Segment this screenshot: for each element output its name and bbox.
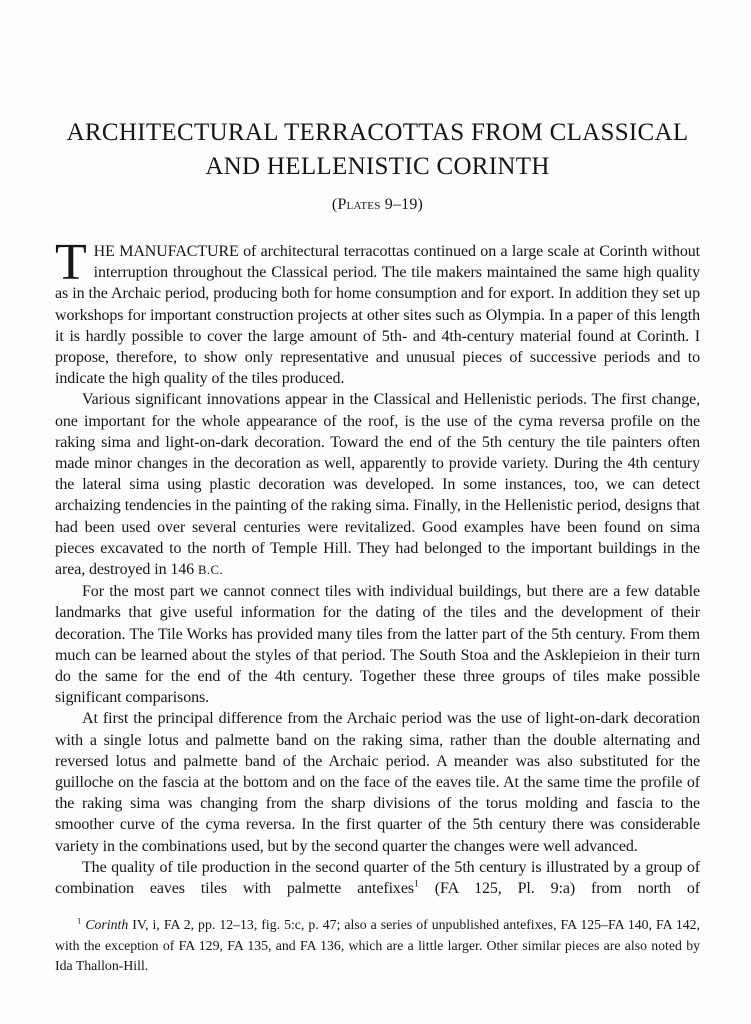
- paragraph-2-text: Various significant innovations appear in the Classical and Hellenistic periods. The first change, one important for the whole appearance of the roof, is the use of the cyma reversa profile on the raking sima and light-on-dark decoration. Toward the end of the 5th century the tile painters often made minor changes in the decoration as well, apparently to provide variety. During the 4th century the lateral sima using plastic decoration was developed. In some instances, too, we can detect archaizing tendencies in the painting of the raking sima. Finally, in the Hellenistic period, designs that had been used over several centuries were revitalized. Good examples have been found on sima pieces excavated to the north of Temple Hill. They had belonged to the important buildings in the area, destroyed in 146: [55, 391, 700, 579]
- paragraph-5-text: The quality of tile production in the second quarter of the 5th century is illustrated by a group of combination eaves tiles with palmette antefixes: [55, 858, 700, 898]
- footnote-1: [55, 915, 700, 977]
- paragraph-2: [55, 389, 700, 581]
- plates-range: 9–19): [380, 196, 424, 213]
- plates-reference: [55, 196, 700, 214]
- footnote-area: [55, 915, 700, 977]
- paragraph-3: For the most part we cannot connect tiles with individual buildings, but there are a few datable landmarks that give useful information for the dating of the tiles and the development of their decoration. The Tile Works has provided many tiles from the latter part of the 5th century. From them much can be learned about the styles of that period. The South Stoa and the Asklepieion in their turn do the same for the end of the 4th century. Together these three groups of tiles make possible significant comparisons.: [55, 583, 700, 707]
- title-line-1: ARCHITECTURAL TERRACOTTAS FROM CLASSICAL: [66, 119, 689, 146]
- paragraph-5: [55, 857, 700, 899]
- drop-cap: T: [55, 234, 87, 291]
- title-line-2: AND HELLENISTIC CORINTH: [205, 153, 550, 180]
- footnote-text: IV, i, FA 2, pp. 12–13, fig. 5:c, p. 47; also a series of unpublished antefixes, FA 125–FA 140, FA 142, with the exception of FA 129, FA 135, and FA 136, which are a little larger. Other similar pieces are also noted by Ida Thallon-Hill.: [55, 917, 701, 974]
- paragraph-1: [55, 234, 700, 389]
- article-header: [55, 0, 700, 214]
- paragraph-4: At first the principal difference from the Archaic period was the use of light-on-dark decoration with a single lotus and palmette band on the raking sima, rather than the double alternating and reversed lotus and palmette band of the Archaic period. A meander was also substituted for the guilloche on the fascia at the bottom and on the face of the eaves tile. At the same time the profile of the raking sima was changing from the sharp divisions of the torus molding and fascia to the smoother curve of the cyma reversa. In the first quarter of the 5th century there was considerable variety in the combinations used, but by the second quarter the changes were well advanced.: [55, 710, 700, 855]
- article-body: [55, 234, 701, 899]
- paragraph-1-text: of architectural terracottas continued on a large scale at Corinth without interruption throughout the Classical period. The tile makers maintained the same high quality as in the Archaic period, producing both for home consumption and for export. In addition they set up workshops for important construction projects at other sites such as Olympia. In a paper of this length it is hardly possible to cover the large amount of 5th- and 4th-century material found at Corinth. I propose, therefore, to show only representative and unusual pieces of successive periods and to indicate the high quality of the tiles produced.: [55, 243, 700, 388]
- footnote-marker: 1: [77, 915, 82, 926]
- plates-word: Plates: [337, 196, 381, 213]
- plates-open-paren: (: [331, 196, 338, 213]
- footnote-source-title: Corinth: [85, 917, 129, 933]
- bc-abbreviation: B.C.: [197, 563, 224, 578]
- paragraph-5-text-after: (FA 125, Pl. 9:a) from north of: [418, 880, 701, 898]
- lead-in-caps: HE MANUFACTURE: [93, 243, 239, 260]
- footnote-reference-1: 1: [413, 878, 419, 890]
- article-title: [55, 116, 700, 184]
